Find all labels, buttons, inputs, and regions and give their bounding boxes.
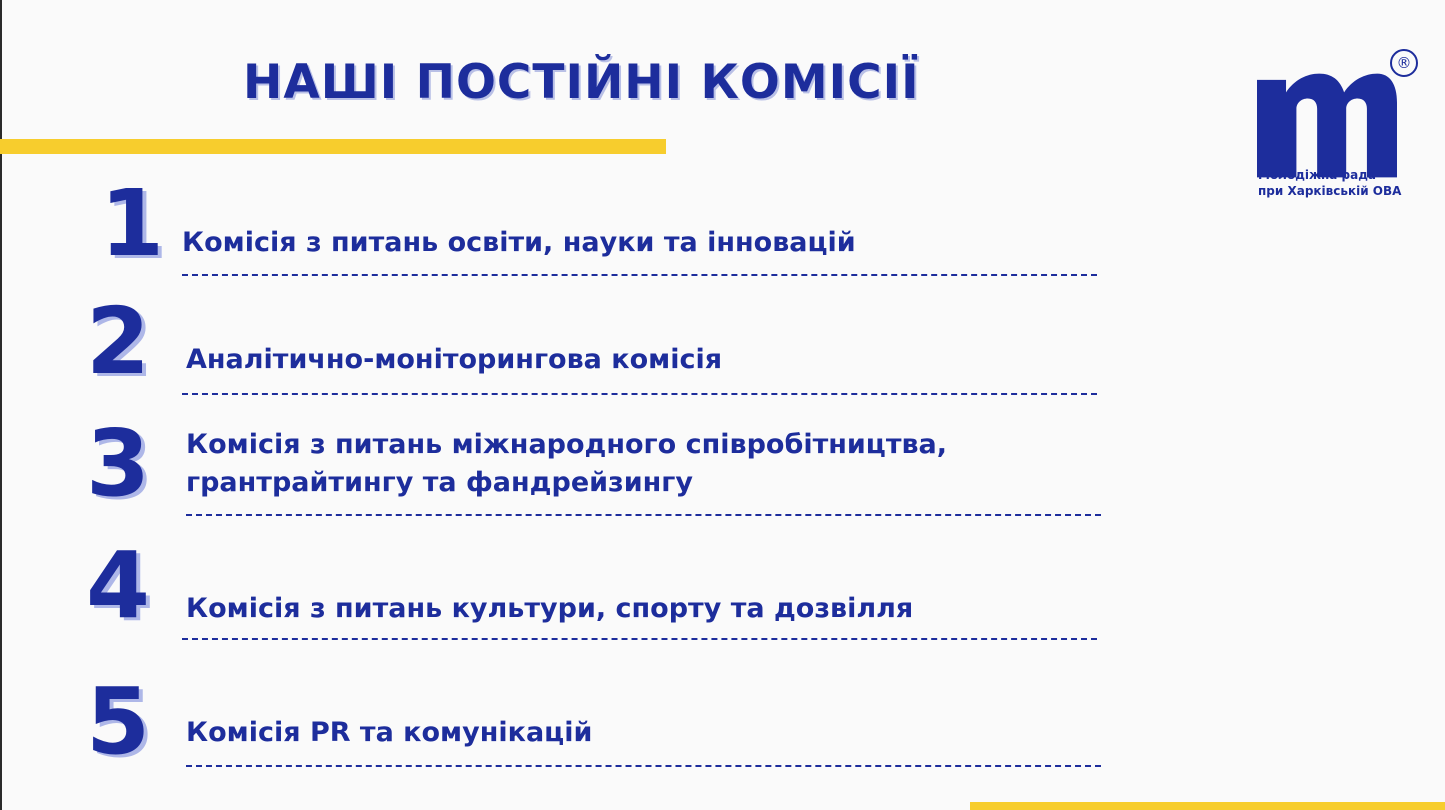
item-divider-3 — [186, 514, 1101, 516]
item-text-2: Аналітично-моніторингова комісія — [186, 344, 723, 375]
logo-line-2: при Харківській ОВА — [1258, 184, 1402, 198]
page-title: НАШІ ПОСТІЙНІ КОМІСІЇ — [243, 55, 920, 110]
item-divider-4 — [182, 638, 1097, 640]
item-divider-2 — [182, 393, 1097, 395]
item-number-5: 5 — [86, 668, 151, 775]
item-text-1: Комісія з питань освіти, науки та інновацій — [182, 227, 856, 258]
title-underline-bar — [0, 139, 666, 154]
logo-line-1: Молодіжна рада — [1258, 168, 1377, 182]
bottom-accent-bar — [970, 802, 1445, 810]
item-divider-5 — [186, 765, 1101, 767]
item-number-2: 2 — [86, 288, 151, 395]
item-text-4: Комісія з питань культури, спорту та дозвілля — [186, 593, 914, 624]
item-text-3-line-1: Комісія з питань міжнародного співробітництва, — [186, 429, 948, 460]
item-number-4: 4 — [86, 532, 151, 639]
item-text-3-line-2: грантрайтингу та фандрейзингу — [186, 467, 694, 498]
item-divider-1 — [182, 274, 1097, 276]
left-border — [0, 0, 2, 810]
logo-m-mark — [1257, 68, 1397, 183]
item-number-3: 3 — [86, 410, 151, 517]
registered-mark: ® — [1390, 49, 1418, 77]
item-text-5: Комісія PR та комунікацій — [186, 717, 593, 748]
item-number-1: 1 — [100, 170, 165, 277]
